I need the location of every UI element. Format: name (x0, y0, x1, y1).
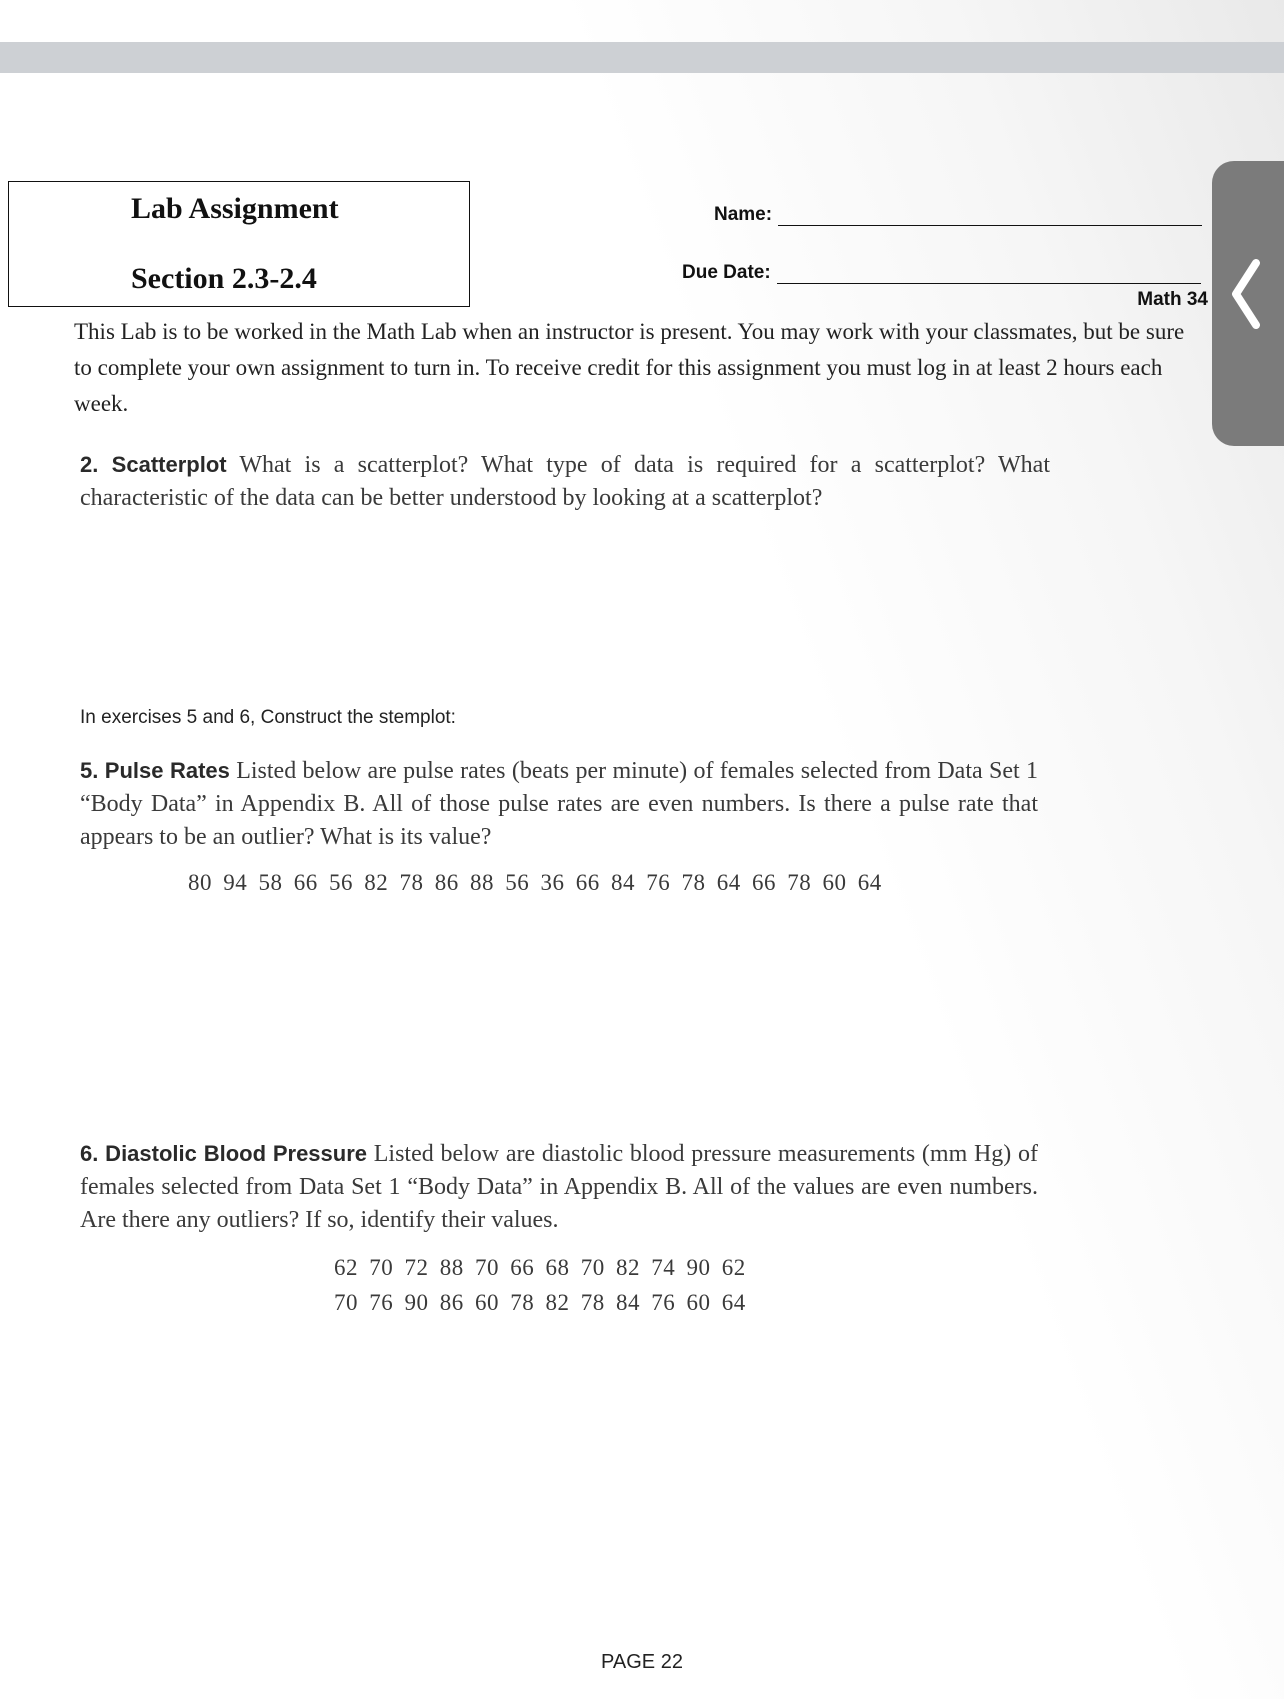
top-toolbar-strip (0, 42, 1284, 73)
name-line (778, 224, 1202, 226)
name-field (714, 204, 1202, 226)
section-title: Section 2.3-2.4 (131, 262, 317, 295)
due-date-field (682, 262, 1201, 284)
question-2-text: What is a scatterplot? What type of data is required for a scatterplot? What characteristic of the data can be better understood by looking at a scatterplot? (80, 452, 1050, 511)
intro-paragraph: This Lab is to be worked in the Math Lab when an instructor is present. You may work with your classmates, but be sure to complete your own assignment to turn in. To receive credit for this assignment you must log in at least 2 hours each week. (74, 319, 1185, 416)
question-2 (80, 448, 1050, 515)
side-collapse-tab[interactable] (1212, 161, 1284, 446)
question-5-text: Listed below are pulse rates (beats per minute) of females selected from Data Set 1 “Body Data” in Appendix B. All of those pulse rates are even numbers. Is there a pulse rate that appears to be an outlier? What is its value? (80, 758, 1039, 850)
name-label: Name: (714, 204, 773, 225)
blood-pressure-data-row-1: 62 70 72 88 70 66 68 70 82 74 90 62 (334, 1255, 746, 1280)
stemplot-instruction: In exercises 5 and 6, Construct the stemplot: (80, 707, 456, 728)
question-5-label: 5. Pulse Rates (80, 758, 230, 783)
question-2-label: 2. Scatterplot (80, 452, 227, 477)
blood-pressure-data-row-2: 70 76 90 86 60 78 82 78 84 76 60 64 (334, 1290, 746, 1315)
title-box (8, 181, 470, 307)
chevron-left-icon (1228, 259, 1264, 329)
due-date-line (777, 282, 1201, 284)
lab-title: Lab Assignment (131, 192, 339, 225)
pulse-rate-data: 80 94 58 66 56 82 78 86 88 56 36 66 84 76 78 64 66 78 60 64 (188, 870, 882, 895)
question-6 (80, 1137, 1038, 1237)
course-label: Math 34 (1137, 289, 1208, 310)
due-date-label: Due Date: (682, 262, 771, 283)
question-6-label: 6. Diastolic Blood Pressure (80, 1141, 368, 1166)
question-5 (80, 754, 1038, 854)
question-6-text: Listed below are diastolic blood pressure measurements (mm Hg) of females selected from Data Set 1 “Body Data” in Appendix B. All of the values are even numbers. Are there any outliers? If so, identify their values. (80, 1141, 1039, 1233)
page-number: PAGE 22 (601, 1651, 683, 1673)
